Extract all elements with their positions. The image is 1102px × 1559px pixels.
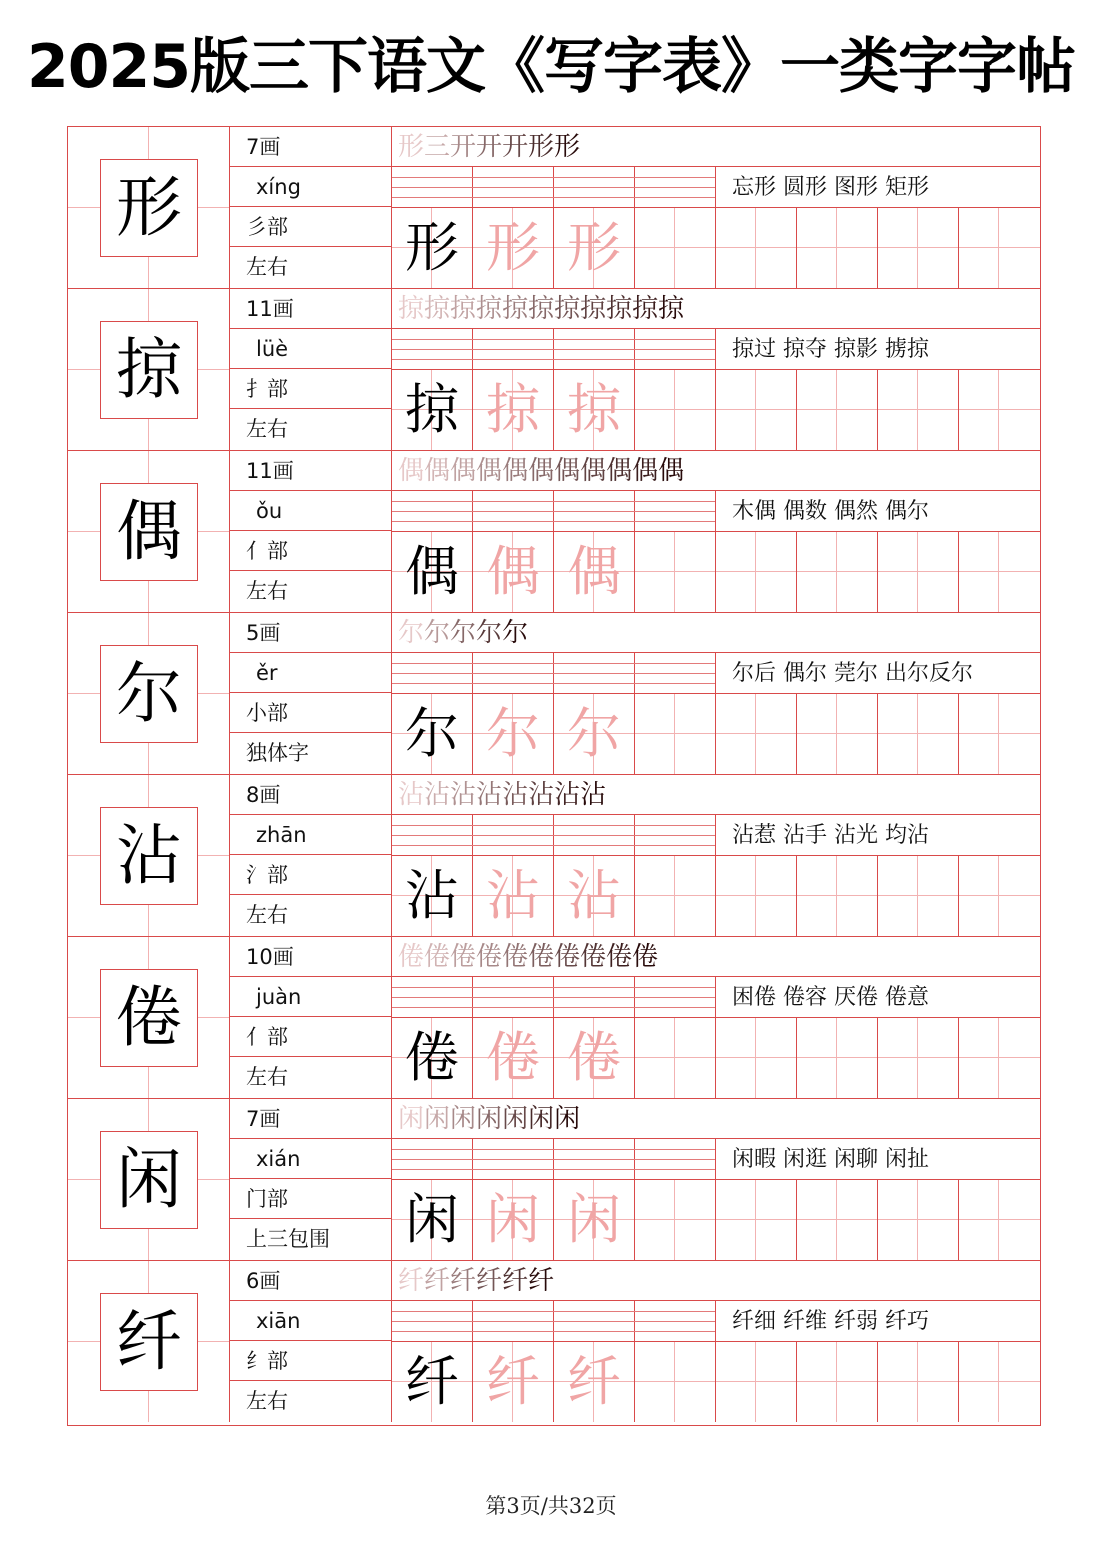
stroke-step: 偶 bbox=[632, 456, 659, 486]
stroke-count: 11画 bbox=[230, 451, 391, 491]
stroke-step: 纤 bbox=[528, 1266, 555, 1296]
empty-practice-square bbox=[635, 532, 716, 612]
practice-grid bbox=[392, 1180, 1040, 1260]
structure: 上三包围 bbox=[246, 1227, 330, 1251]
stroke-step: 偶 bbox=[424, 456, 451, 486]
empty-practice-square bbox=[635, 1018, 716, 1098]
stroke-count: 6画 bbox=[230, 1261, 391, 1301]
stroke-step: 沾 bbox=[476, 780, 503, 810]
stroke-step: 尔 bbox=[424, 618, 451, 648]
stroke-order-bar bbox=[392, 289, 1040, 329]
model-character: 纤 bbox=[392, 1342, 473, 1422]
empty-practice-square bbox=[878, 208, 959, 288]
stroke-count: 11画 bbox=[230, 289, 391, 329]
pinyin: xíng bbox=[230, 167, 391, 207]
stroke-step: 纤 bbox=[398, 1266, 425, 1296]
stroke-step: 偶 bbox=[502, 456, 529, 486]
stroke-order-sequence bbox=[398, 937, 658, 977]
empty-practice-square bbox=[878, 694, 959, 774]
structure: 左右 bbox=[246, 417, 288, 441]
empty-practice-square bbox=[635, 1342, 716, 1422]
character-info-column bbox=[230, 289, 392, 450]
trace-character: 掠 bbox=[554, 370, 635, 450]
stroke-step: 开 bbox=[450, 132, 477, 162]
stroke-step: 倦 bbox=[476, 942, 503, 972]
practice-grid bbox=[392, 1342, 1040, 1422]
stroke-step: 沾 bbox=[424, 780, 451, 810]
stroke-step: 纤 bbox=[502, 1266, 529, 1296]
empty-practice-square bbox=[716, 1018, 797, 1098]
pinyin-writing-lines bbox=[392, 167, 716, 208]
empty-practice-square bbox=[635, 208, 716, 288]
stroke-step: 尔 bbox=[398, 618, 425, 648]
stroke-count: 7画 bbox=[230, 1099, 391, 1139]
radical: 彡部 bbox=[230, 207, 391, 247]
stroke-step: 偶 bbox=[580, 456, 607, 486]
structure: 左右 bbox=[246, 579, 288, 603]
character-entry bbox=[68, 775, 1040, 937]
empty-practice-square bbox=[797, 532, 878, 612]
stroke-step: 偶 bbox=[476, 456, 503, 486]
stroke-step: 掠 bbox=[476, 294, 503, 324]
stroke-order-sequence bbox=[398, 127, 580, 167]
empty-practice-square bbox=[716, 532, 797, 612]
empty-practice-square bbox=[878, 1180, 959, 1260]
large-character-cell bbox=[68, 613, 230, 774]
stroke-order-bar bbox=[392, 775, 1040, 815]
structure: 独体字 bbox=[246, 741, 309, 765]
stroke-count: 5画 bbox=[230, 613, 391, 653]
character-entry bbox=[68, 1261, 1040, 1423]
empty-practice-square bbox=[797, 1180, 878, 1260]
large-character: 倦 bbox=[100, 969, 198, 1067]
empty-practice-square bbox=[716, 856, 797, 936]
character-entry bbox=[68, 613, 1040, 775]
empty-practice-square bbox=[797, 208, 878, 288]
stroke-order-bar bbox=[392, 1261, 1040, 1301]
stroke-step: 掠 bbox=[632, 294, 659, 324]
radical: 亻部 bbox=[230, 1017, 391, 1057]
empty-practice-square bbox=[716, 208, 797, 288]
stroke-step: 掠 bbox=[606, 294, 633, 324]
example-words: 闲暇 闲逛 闲聊 闲扯 bbox=[716, 1139, 1040, 1180]
stroke-step: 沾 bbox=[450, 780, 477, 810]
pinyin: xiān bbox=[230, 1301, 391, 1341]
pinyin: xián bbox=[230, 1139, 391, 1179]
stroke-step: 倦 bbox=[528, 942, 555, 972]
stroke-step: 尔 bbox=[502, 618, 529, 648]
stroke-step: 沾 bbox=[580, 780, 607, 810]
character-info-column bbox=[230, 613, 392, 774]
stroke-step: 掠 bbox=[450, 294, 477, 324]
stroke-step: 闲 bbox=[502, 1104, 529, 1134]
stroke-step: 沾 bbox=[528, 780, 555, 810]
stroke-step: 形 bbox=[554, 132, 581, 162]
pinyin-writing-lines bbox=[392, 815, 716, 856]
stroke-count: 7画 bbox=[230, 127, 391, 167]
stroke-step: 掠 bbox=[658, 294, 685, 324]
character-info-column bbox=[230, 127, 392, 288]
empty-practice-square bbox=[635, 694, 716, 774]
stroke-step: 掠 bbox=[398, 294, 425, 324]
stroke-order-sequence bbox=[398, 1099, 580, 1139]
stroke-step: 闲 bbox=[476, 1104, 503, 1134]
pinyin-writing-lines bbox=[392, 1301, 716, 1342]
stroke-count: 10画 bbox=[230, 937, 391, 977]
empty-practice-square bbox=[959, 1018, 1040, 1098]
empty-practice-square bbox=[716, 370, 797, 450]
large-character: 形 bbox=[100, 159, 198, 257]
large-character-cell bbox=[68, 289, 230, 450]
stroke-step: 倦 bbox=[398, 942, 425, 972]
empty-practice-square bbox=[635, 856, 716, 936]
stroke-step: 闲 bbox=[528, 1104, 555, 1134]
stroke-step: 掠 bbox=[424, 294, 451, 324]
large-character: 闲 bbox=[100, 1131, 198, 1229]
example-words: 困倦 倦容 厌倦 倦意 bbox=[716, 977, 1040, 1018]
empty-practice-square bbox=[797, 856, 878, 936]
stroke-step: 闲 bbox=[398, 1104, 425, 1134]
empty-practice-square bbox=[959, 532, 1040, 612]
empty-practice-square bbox=[716, 694, 797, 774]
trace-character: 尔 bbox=[473, 694, 554, 774]
page-footer: 第3页/共32页 bbox=[485, 1494, 617, 1518]
trace-character: 掠 bbox=[473, 370, 554, 450]
stroke-step: 尔 bbox=[476, 618, 503, 648]
model-character: 沾 bbox=[392, 856, 473, 936]
empty-practice-square bbox=[878, 856, 959, 936]
large-character: 沾 bbox=[100, 807, 198, 905]
character-info-column bbox=[230, 1261, 392, 1422]
structure: 左右 bbox=[246, 1065, 288, 1089]
empty-practice-square bbox=[959, 1342, 1040, 1422]
pinyin-writing-lines bbox=[392, 329, 716, 370]
radical: 纟部 bbox=[230, 1341, 391, 1381]
practice-grid bbox=[392, 370, 1040, 450]
character-info-column bbox=[230, 451, 392, 612]
character-entry bbox=[68, 289, 1040, 451]
stroke-step: 倦 bbox=[632, 942, 659, 972]
model-character: 闲 bbox=[392, 1180, 473, 1260]
structure: 左右 bbox=[246, 255, 288, 279]
practice-grid bbox=[392, 1018, 1040, 1098]
stroke-step: 偶 bbox=[658, 456, 685, 486]
pinyin: ěr bbox=[230, 653, 391, 693]
stroke-order-bar bbox=[392, 937, 1040, 977]
stroke-step: 掠 bbox=[580, 294, 607, 324]
empty-practice-square bbox=[716, 1342, 797, 1422]
model-character: 尔 bbox=[392, 694, 473, 774]
stroke-step: 闲 bbox=[424, 1104, 451, 1134]
large-character-cell bbox=[68, 1099, 230, 1260]
stroke-order-sequence bbox=[398, 613, 528, 653]
pinyin-writing-lines bbox=[392, 977, 716, 1018]
trace-character: 闲 bbox=[473, 1180, 554, 1260]
trace-character: 偶 bbox=[554, 532, 635, 612]
character-entry bbox=[68, 451, 1040, 613]
stroke-step: 开 bbox=[476, 132, 503, 162]
empty-practice-square bbox=[797, 1018, 878, 1098]
character-info-column bbox=[230, 775, 392, 936]
large-character-cell bbox=[68, 451, 230, 612]
stroke-order-bar bbox=[392, 451, 1040, 491]
stroke-count: 8画 bbox=[230, 775, 391, 815]
empty-practice-square bbox=[797, 370, 878, 450]
empty-practice-square bbox=[716, 1180, 797, 1260]
stroke-step: 形 bbox=[398, 132, 425, 162]
large-character-cell bbox=[68, 937, 230, 1098]
large-character-cell bbox=[68, 775, 230, 936]
empty-practice-square bbox=[878, 370, 959, 450]
stroke-step: 沾 bbox=[398, 780, 425, 810]
trace-character: 形 bbox=[554, 208, 635, 288]
example-words: 木偶 偶数 偶然 偶尔 bbox=[716, 491, 1040, 532]
empty-practice-square bbox=[959, 208, 1040, 288]
large-character: 掠 bbox=[100, 321, 198, 419]
stroke-order-sequence bbox=[398, 775, 606, 815]
trace-character: 形 bbox=[473, 208, 554, 288]
model-character: 形 bbox=[392, 208, 473, 288]
radical: 氵部 bbox=[230, 855, 391, 895]
large-character: 偶 bbox=[100, 483, 198, 581]
radical: 亻部 bbox=[230, 531, 391, 571]
trace-character: 偶 bbox=[473, 532, 554, 612]
character-entry bbox=[68, 127, 1040, 289]
stroke-step: 三 bbox=[424, 132, 451, 162]
stroke-step: 偶 bbox=[528, 456, 555, 486]
stroke-order-bar bbox=[392, 127, 1040, 167]
trace-character: 倦 bbox=[554, 1018, 635, 1098]
stroke-step: 倦 bbox=[450, 942, 477, 972]
trace-character: 倦 bbox=[473, 1018, 554, 1098]
stroke-step: 闲 bbox=[554, 1104, 581, 1134]
example-words: 纤细 纤维 纤弱 纤巧 bbox=[716, 1301, 1040, 1342]
character-entry bbox=[68, 1099, 1040, 1261]
practice-grid bbox=[392, 856, 1040, 936]
stroke-order-sequence bbox=[398, 1261, 554, 1301]
radical: 扌部 bbox=[230, 369, 391, 409]
stroke-step: 沾 bbox=[502, 780, 529, 810]
stroke-step: 偶 bbox=[398, 456, 425, 486]
stroke-step: 倦 bbox=[606, 942, 633, 972]
empty-practice-square bbox=[959, 370, 1040, 450]
practice-grid bbox=[392, 208, 1040, 288]
trace-character: 闲 bbox=[554, 1180, 635, 1260]
trace-character: 沾 bbox=[554, 856, 635, 936]
trace-character: 纤 bbox=[554, 1342, 635, 1422]
empty-practice-square bbox=[635, 1180, 716, 1260]
trace-character: 纤 bbox=[473, 1342, 554, 1422]
page-title: 2025版三下语文《写字表》一类字字帖 bbox=[27, 32, 1075, 102]
pinyin: lüè bbox=[230, 329, 391, 369]
pinyin-writing-lines bbox=[392, 653, 716, 694]
stroke-step: 闲 bbox=[450, 1104, 477, 1134]
stroke-step: 开 bbox=[502, 132, 529, 162]
model-character: 掠 bbox=[392, 370, 473, 450]
character-info-column bbox=[230, 937, 392, 1098]
practice-grid bbox=[392, 694, 1040, 774]
stroke-order-bar bbox=[392, 613, 1040, 653]
stroke-order-bar bbox=[392, 1099, 1040, 1139]
large-character-cell bbox=[68, 127, 230, 288]
pinyin: zhān bbox=[230, 815, 391, 855]
stroke-step: 尔 bbox=[450, 618, 477, 648]
empty-practice-square bbox=[959, 856, 1040, 936]
pinyin-writing-lines bbox=[392, 1139, 716, 1180]
empty-practice-square bbox=[878, 1342, 959, 1422]
example-words: 忘形 圆形 图形 矩形 bbox=[716, 167, 1040, 208]
stroke-step: 形 bbox=[528, 132, 555, 162]
example-words: 沾惹 沾手 沾光 均沾 bbox=[716, 815, 1040, 856]
empty-practice-square bbox=[959, 1180, 1040, 1260]
stroke-order-sequence bbox=[398, 451, 684, 491]
structure: 左右 bbox=[246, 903, 288, 927]
empty-practice-square bbox=[797, 694, 878, 774]
stroke-step: 倦 bbox=[554, 942, 581, 972]
stroke-order-sequence bbox=[398, 289, 684, 329]
pinyin: ǒu bbox=[230, 491, 391, 531]
stroke-step: 偶 bbox=[554, 456, 581, 486]
stroke-step: 偶 bbox=[606, 456, 633, 486]
model-character: 倦 bbox=[392, 1018, 473, 1098]
empty-practice-square bbox=[878, 1018, 959, 1098]
empty-practice-square bbox=[959, 694, 1040, 774]
example-words: 尔后 偶尔 莞尔 出尔反尔 bbox=[716, 653, 1040, 694]
radical: 门部 bbox=[230, 1179, 391, 1219]
example-words: 掠过 掠夺 掠影 掳掠 bbox=[716, 329, 1040, 370]
stroke-step: 偶 bbox=[450, 456, 477, 486]
stroke-step: 倦 bbox=[502, 942, 529, 972]
character-entry bbox=[68, 937, 1040, 1099]
large-character: 尔 bbox=[100, 645, 198, 743]
pinyin: juàn bbox=[230, 977, 391, 1017]
trace-character: 尔 bbox=[554, 694, 635, 774]
stroke-step: 纤 bbox=[450, 1266, 477, 1296]
stroke-step: 沾 bbox=[554, 780, 581, 810]
stroke-step: 掠 bbox=[502, 294, 529, 324]
character-practice-sheet bbox=[67, 126, 1041, 1426]
stroke-step: 掠 bbox=[554, 294, 581, 324]
stroke-step: 掠 bbox=[528, 294, 555, 324]
character-info-column bbox=[230, 1099, 392, 1260]
radical: 小部 bbox=[230, 693, 391, 733]
trace-character: 沾 bbox=[473, 856, 554, 936]
practice-grid bbox=[392, 532, 1040, 612]
stroke-step: 纤 bbox=[424, 1266, 451, 1296]
model-character: 偶 bbox=[392, 532, 473, 612]
stroke-step: 倦 bbox=[580, 942, 607, 972]
empty-practice-square bbox=[878, 532, 959, 612]
large-character: 纤 bbox=[100, 1293, 198, 1391]
stroke-step: 纤 bbox=[476, 1266, 503, 1296]
pinyin-writing-lines bbox=[392, 491, 716, 532]
empty-practice-square bbox=[635, 370, 716, 450]
structure: 左右 bbox=[246, 1389, 288, 1413]
stroke-step: 倦 bbox=[424, 942, 451, 972]
large-character-cell bbox=[68, 1261, 230, 1422]
empty-practice-square bbox=[797, 1342, 878, 1422]
